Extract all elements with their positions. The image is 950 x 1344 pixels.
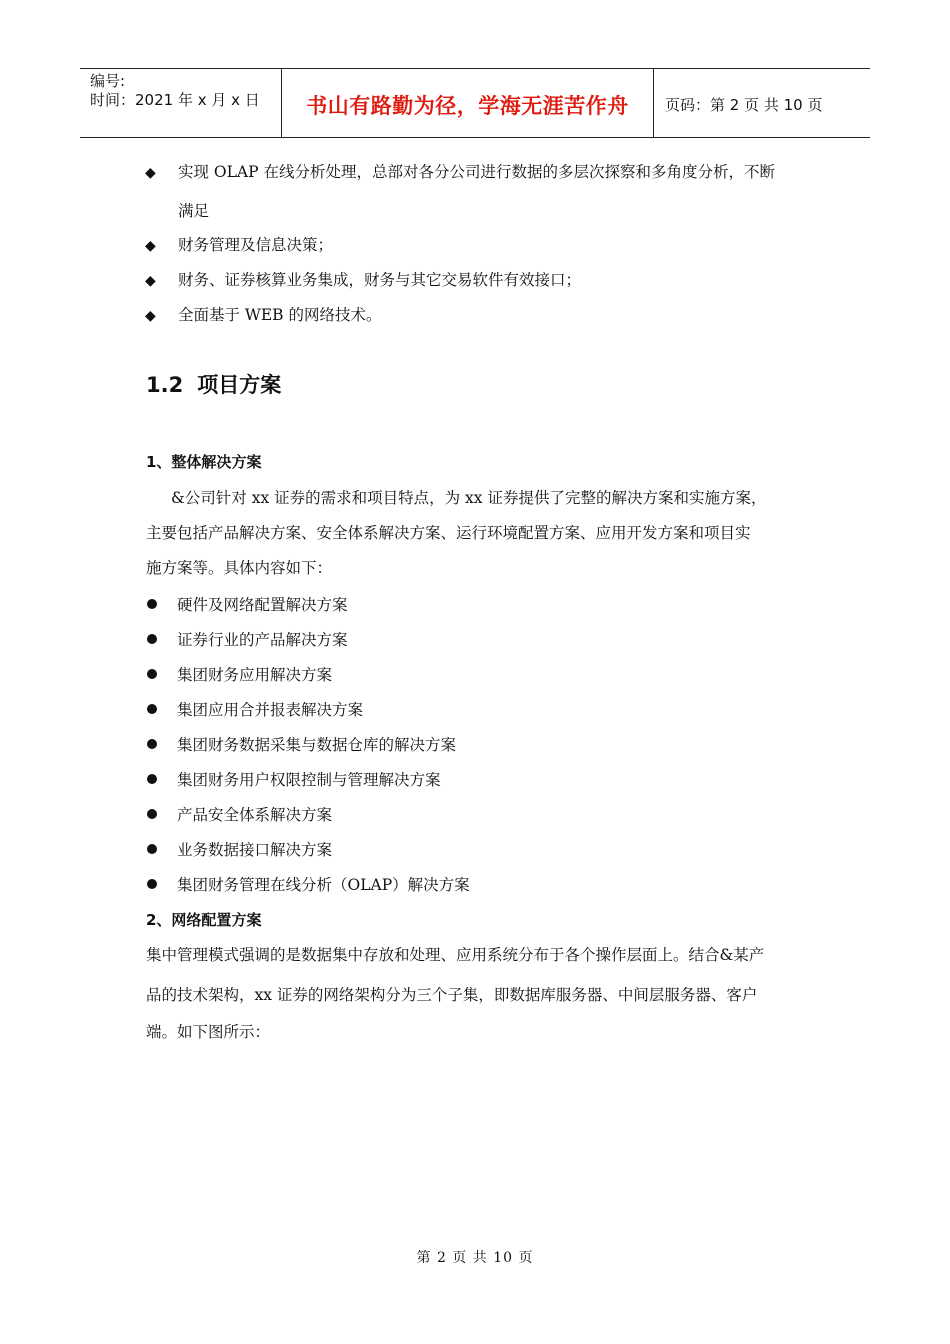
list-item (145, 873, 470, 895)
round-bullet-icon (147, 634, 157, 644)
list-item (145, 838, 332, 860)
page-header (80, 68, 870, 138)
list-item (145, 733, 456, 755)
list-item-text: 财务、证券核算业务集成，财务与其它交易软件有效接口； (178, 271, 582, 289)
round-bullet-icon (147, 844, 157, 854)
list-item-text: 证券行业的产品解决方案 (177, 631, 348, 649)
section-title: 项目方案 (197, 373, 282, 397)
list-item-continuation: 满足 (178, 202, 210, 220)
list-item (145, 233, 333, 255)
paragraph-line: 主要包括产品解决方案、安全体系解决方案、运行环境配置方案、应用开发方案和项目实 (146, 524, 751, 542)
list-item (145, 268, 581, 290)
list-item (145, 698, 363, 720)
round-bullet-icon (147, 704, 157, 714)
list-item-text: 集团财务管理在线分析（OLAP）解决方案 (177, 876, 470, 894)
subsection-title: 1、整体解决方案 (146, 453, 262, 471)
paragraph-line: &公司针对 xx 证券的需求和项目特点，为 xx 证券提供了完整的解决方案和实施方案， (171, 489, 767, 507)
section-number: 1.2 (146, 373, 184, 397)
diamond-bullet-icon: ◆ (145, 165, 156, 181)
list-item-text: 业务数据接口解决方案 (177, 841, 333, 859)
page-footer: 第 2 页 共 10 页 (416, 1250, 534, 1266)
list-item-text: 硬件及网络配置解决方案 (177, 596, 348, 614)
diamond-bullet-icon: ◆ (145, 273, 156, 289)
diamond-bullet-icon: ◆ (145, 308, 156, 324)
diamond-bullet-icon: ◆ (145, 238, 156, 254)
list-item-text: 财务管理及信息决策； (178, 236, 334, 254)
header-motto: 书山有路勤为径，学海无涯苦作舟 (282, 69, 654, 137)
section-heading (146, 369, 281, 399)
list-item-text: 集团财务数据采集与数据仓库的解决方案 (177, 736, 457, 754)
round-bullet-icon (147, 669, 157, 679)
list-item-text: 实现 OLAP 在线分析处理，总部对各分公司进行数据的多层次探察和多角度分析，不断 (178, 163, 775, 181)
list-item (145, 160, 775, 182)
round-bullet-icon (147, 809, 157, 819)
list-item (145, 803, 332, 825)
paragraph-line: 施方案等。具体内容如下： (146, 559, 333, 577)
subsection-title: 2、网络配置方案 (146, 911, 262, 929)
paragraph-line: 端。如下图所示： (146, 1023, 271, 1041)
header-meta (80, 69, 282, 137)
round-bullet-icon (147, 879, 157, 889)
list-item-text: 全面基于 WEB 的网络技术。 (178, 306, 382, 324)
list-item (145, 303, 382, 325)
list-item (145, 768, 441, 790)
list-item-text: 集团财务应用解决方案 (177, 666, 333, 684)
header-page-info: 页码：第 2 页 共 10 页 (665, 95, 823, 114)
list-item (145, 593, 348, 615)
paragraph-line: 品的技术架构，xx 证券的网络架构分为三个子集，即数据库服务器、中间层服务器、客户 (146, 986, 758, 1004)
list-item-text: 集团应用合并报表解决方案 (177, 701, 364, 719)
paragraph-line: 集中管理模式强调的是数据集中存放和处理、应用系统分布于各个操作层面上。结合&某产 (146, 946, 765, 964)
document-time-label: 时间：2021 年 x 月 x 日 (90, 91, 260, 109)
list-item-text: 产品安全体系解决方案 (177, 806, 333, 824)
round-bullet-icon (147, 739, 157, 749)
round-bullet-icon (147, 774, 157, 784)
list-item-text: 集团财务用户权限控制与管理解决方案 (177, 771, 441, 789)
list-item (145, 663, 332, 685)
list-item (145, 628, 348, 650)
round-bullet-icon (147, 599, 157, 609)
document-number-label: 编号: (90, 72, 126, 90)
